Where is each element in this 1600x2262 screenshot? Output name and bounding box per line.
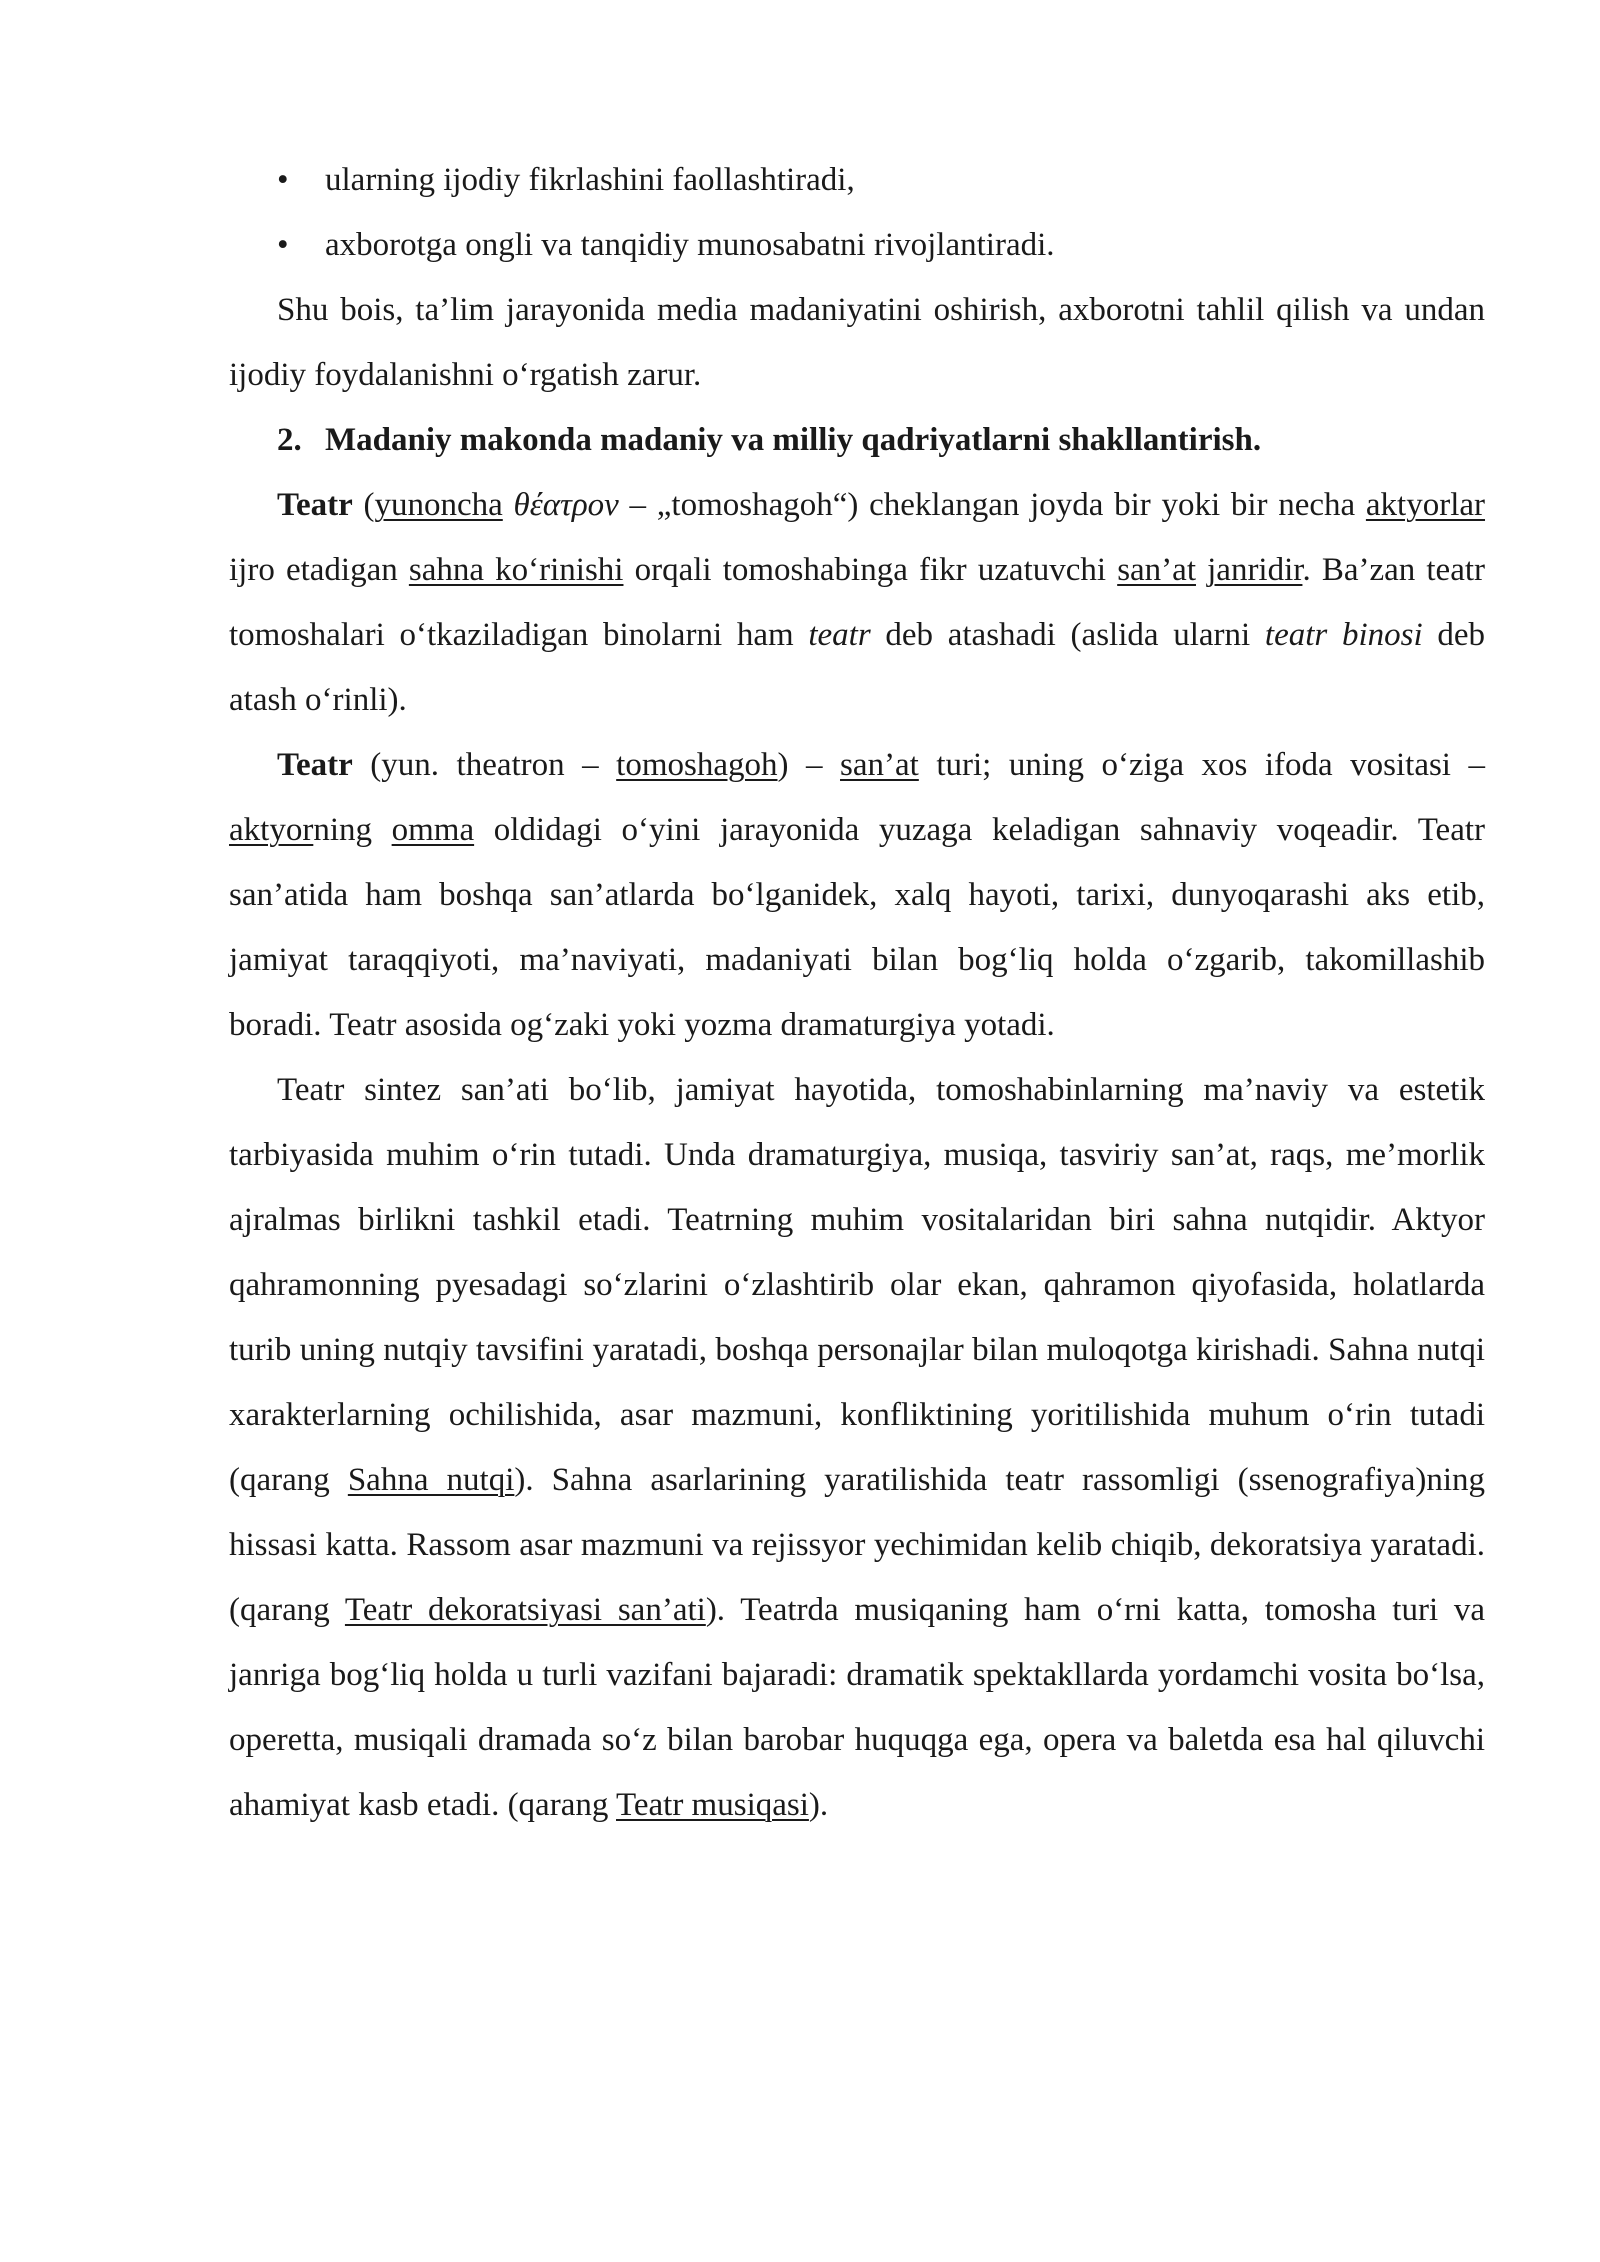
bullet-list <box>229 148 1485 278</box>
text-run <box>1196 552 1207 588</box>
paragraph-teatr-definition <box>229 473 1485 733</box>
list-item: • ularning ijodiy fikrlashini faollashtiradi, <box>229 148 1485 213</box>
italic-term: teatr binosi <box>1264 617 1423 653</box>
section-heading <box>229 408 1485 473</box>
link-tomoshagoh[interactable]: tomoshagoh <box>616 747 778 783</box>
link-sanat[interactable]: san’at <box>1117 552 1196 588</box>
document-body <box>229 148 1485 1838</box>
paragraph-teatr-art <box>229 733 1485 1058</box>
text-run: oldidagi o‘yini jarayonida yuzaga keladigan sahnaviy voqeadir. Teatr san’atida ham boshqa san’atlarda bo‘lganidek, xalq hayoti, tarixi, dunyoqarashi aks etib, jamiyat taraqqiyoti, ma’naviyati, madaniyati bilan bog‘liq holda o‘zgarib, takomillashib boradi. Teatr asosida og‘zaki yoki yozma dramaturgiya yotadi. <box>229 812 1486 1043</box>
link-sanat[interactable]: san’at <box>840 747 919 783</box>
term-bold: Teatr <box>277 747 353 783</box>
text-run: turi; uning o‘ziga xos ifoda vositasi – <box>918 747 1485 783</box>
link-aktyorlar[interactable]: aktyorlar <box>1365 487 1486 523</box>
link-sahna-korinishi[interactable]: sahna ko‘rinishi <box>408 552 624 588</box>
text-run <box>503 487 514 523</box>
paragraph-intro: Shu bois, ta’lim jarayonida media madaniyatini oshirish, axborotni tahlil qilish va undan ijodiy foydalanishni o‘rgatish zarur. <box>229 292 1485 393</box>
text-run: ijro etadigan <box>229 552 409 588</box>
text-run: Teatr sintez san’ati bo‘lib, jamiyat hayotida, tomoshabinlarning ma’naviy va estetik tarbiyasida muhim o‘rin tutadi. Unda dramaturgiya, musiqa, tasviriy san’at, raqs, me’morlik ajralmas birlikni tashkil etadi. Teatrning muhim vositalaridan biri sahna nutqidir. Aktyor qahramonning pyesadagi so‘zlarini o‘zlashtirib olar ekan, qahramon qiyofasida, holatlarda turib uning nutqiy tavsifini yaratadi, boshqa personajlar bilan muloqotga kirishadi. Sahna nutqi xarakterlarning ochilishida, asar mazmuni, konfliktining yoritilishida muhum o‘rin tutadi (qarang <box>229 1072 1485 1498</box>
text-run: (yun. theatron – <box>352 747 617 783</box>
link-sahna-nutqi[interactable]: Sahna nutqi <box>347 1462 515 1498</box>
section-title: Madaniy makonda madaniy va milliy qadriyatlarni shakllantirish. <box>325 422 1262 458</box>
text-run: ) – <box>777 747 841 783</box>
italic-term: teatr <box>808 617 871 653</box>
term-bold: Teatr <box>277 487 353 523</box>
text-run: ). Teatrda musiqaning ham o‘rni katta, tomosha turi va janriga bog‘liq holda u turli vazifani bajaradi: dramatik spektakllarda yordamchi vosita bo‘lsa, operetta, musiqali dramada so‘z bilan barobar huquqga ega, opera va baletda esa hal qiluvchi ahamiyat kasb etadi. (qarang <box>229 1592 1485 1823</box>
text-run: ). <box>808 1787 829 1823</box>
link-aktyor[interactable]: aktyor <box>229 812 314 848</box>
text-run: ). Sahna asarlarining yaratilishida teatr rassomligi (ssenografiya)ning hissasi katta. Rassom asar mazmuni va rejissyor yechimidan kelib chiqib, dekoratsiya yaratadi. (qarang <box>229 1462 1485 1628</box>
text-run: orqali tomoshabinga fikr uzatuvchi <box>623 552 1118 588</box>
text-run: ning <box>313 812 392 848</box>
text-run: ( <box>352 487 375 523</box>
link-janridir[interactable]: janridir <box>1207 552 1303 588</box>
paragraph-teatr-synthesis <box>229 1058 1485 1838</box>
text-run: deb atash o‘rinli). <box>229 617 1485 718</box>
link-yunoncha[interactable]: yunoncha <box>374 487 503 523</box>
link-teatr-dekoratsiyasi[interactable]: Teatr dekoratsiyasi san’ati <box>344 1592 706 1628</box>
text-run: deb atashadi (aslida ularni <box>870 617 1265 653</box>
list-item: • axborotga ongli va tanqidiy munosabatni rivojlantiradi. <box>229 213 1485 278</box>
text-run: – „tomoshagoh“) cheklangan joyda bir yoki bir necha <box>618 487 1366 523</box>
text-run: . Ba’zan teatr tomoshalari o‘tkaziladigan binolarni ham <box>229 552 1486 653</box>
link-omma[interactable]: omma <box>391 812 475 848</box>
link-teatr-musiqasi[interactable]: Teatr musiqasi <box>616 1787 809 1823</box>
section-number: 2. <box>277 422 302 458</box>
greek-term: θέατρον <box>513 487 619 523</box>
